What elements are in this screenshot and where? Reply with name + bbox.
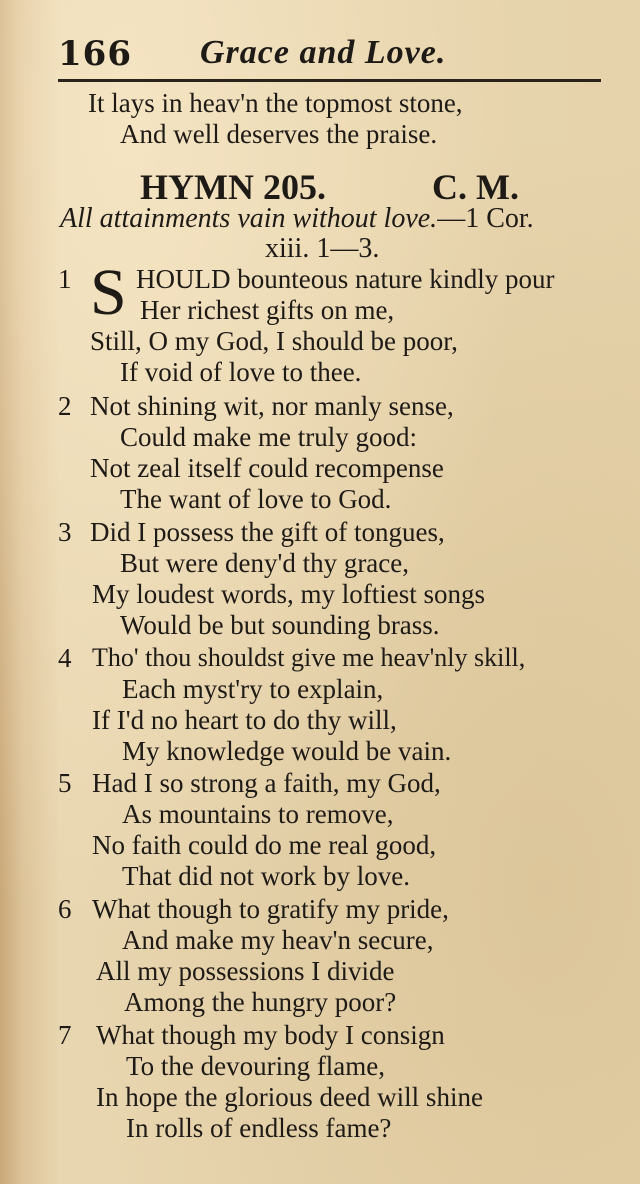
carryover-line-1: It lays in heav'n the topmost stone, bbox=[88, 88, 463, 118]
verse-4-line-2: Each myst'ry to explain, bbox=[122, 674, 384, 704]
hymn-subtitle bbox=[60, 203, 534, 235]
page-number: 166 bbox=[58, 34, 132, 74]
verse-number-7: 7 bbox=[58, 1020, 72, 1050]
verse-1-line-4: If void of love to thee. bbox=[120, 357, 362, 387]
header-rule bbox=[58, 79, 601, 82]
verse-6-line-1: What though to gratify my pride, bbox=[92, 894, 449, 924]
verse-3-line-1: Did I possess the gift of tongues, bbox=[90, 517, 445, 547]
verse-1-line-3: Still, O my God, I should be poor, bbox=[90, 326, 458, 356]
verse-4-line-1: Tho' thou shouldst give me heav'nly skill, bbox=[92, 643, 526, 672]
verse-2-line-3: Not zeal itself could recompense bbox=[90, 453, 444, 483]
verse-2-line-1: Not shining wit, nor manly sense, bbox=[90, 391, 454, 421]
hymn-meter: C. M. bbox=[432, 167, 519, 207]
verse-5-line-2: As mountains to remove, bbox=[122, 799, 394, 829]
hymn-heading bbox=[140, 166, 540, 207]
verse-number-6: 6 bbox=[58, 894, 72, 924]
verse-1-line-1: HOULD bounteous nature kindly pour bbox=[136, 264, 555, 294]
verse-5-line-3: No faith could do me real good, bbox=[92, 830, 437, 860]
verse-4-line-3: If I'd no heart to do thy will, bbox=[92, 705, 397, 735]
verse-3-line-4: Would be but sounding brass. bbox=[120, 610, 440, 640]
hymn-scripture-ref-cont: xiii. 1—3. bbox=[265, 233, 380, 264]
verse-3-line-2: But were deny'd thy grace, bbox=[120, 548, 410, 578]
verse-1-line-2: Her richest gifts on me, bbox=[140, 295, 395, 325]
verse-number-4: 4 bbox=[58, 643, 72, 673]
hymn-subtitle-text: All attainments vain without love. bbox=[60, 203, 438, 234]
verse-number-5: 5 bbox=[58, 768, 72, 798]
verse-6-line-2: And make my heav'n secure, bbox=[122, 925, 434, 955]
verse-4-line-4: My knowledge would be vain. bbox=[122, 736, 452, 766]
verse-number-1: 1 bbox=[58, 264, 72, 294]
verse-7-line-4: In rolls of endless fame? bbox=[126, 1113, 392, 1143]
verse-2-line-4: The want of love to God. bbox=[120, 484, 392, 514]
carryover-line-2: And well deserves the praise. bbox=[120, 119, 438, 149]
drop-cap: S bbox=[90, 256, 127, 329]
hymn-number: HYMN 205. bbox=[140, 167, 326, 207]
hymn-scripture-ref: —1 Cor. bbox=[437, 203, 534, 234]
verse-number-2: 2 bbox=[58, 391, 72, 421]
page-header bbox=[58, 32, 603, 76]
verse-5-line-1: Had I so strong a faith, my God, bbox=[92, 768, 441, 798]
verse-7-line-1: What though my body I consign bbox=[96, 1020, 445, 1050]
verse-6-line-3: All my possessions I divide bbox=[96, 956, 395, 986]
running-title: Grace and Love. bbox=[200, 34, 447, 71]
verse-3-line-3: My loudest words, my loftiest songs bbox=[92, 579, 486, 609]
verse-number-3: 3 bbox=[58, 517, 72, 547]
verse-7-line-2: To the devouring flame, bbox=[126, 1051, 386, 1081]
verse-2-line-2: Could make me truly good: bbox=[120, 422, 417, 452]
verse-5-line-4: That did not work by love. bbox=[122, 861, 410, 891]
verse-7-line-3: In hope the glorious deed will shine bbox=[96, 1082, 483, 1112]
verse-6-line-4: Among the hungry poor? bbox=[124, 987, 397, 1017]
